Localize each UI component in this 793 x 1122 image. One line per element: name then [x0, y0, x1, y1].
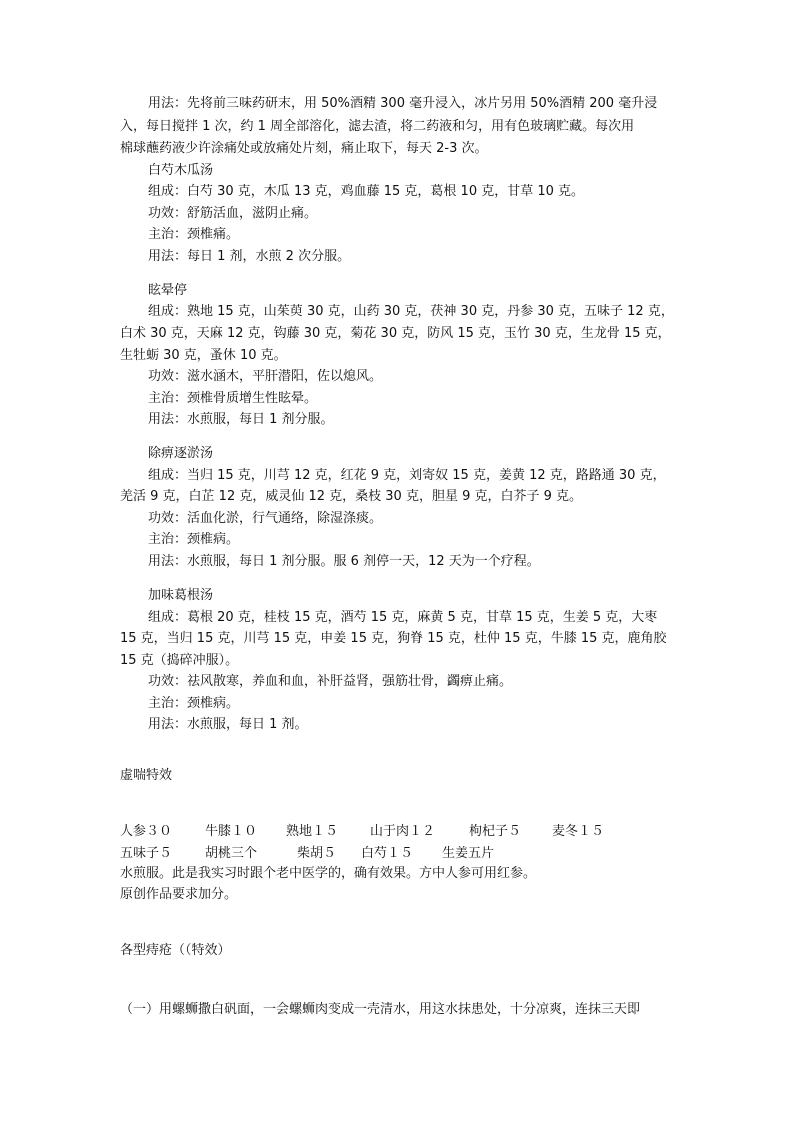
herb-item: 山于肉１２	[370, 824, 436, 839]
section-heading: 各型痔疮（（特效）	[120, 943, 231, 958]
text-line: 用法：水煎服，每日 1 剂。	[148, 717, 308, 732]
text-line: 功效：活血化淤，行气通络，除湿涤痰。	[148, 511, 383, 526]
herb-item: 牛膝１０	[205, 824, 258, 839]
herb-item: 枸杞子５	[469, 824, 522, 839]
text-line: 主治：颈椎痛。	[148, 227, 240, 242]
text-line: 组成：葛根 20 克，桂枝 15 克，酒芍 15 克，麻黄 5 克，甘草 15 克，生姜 5 克，大枣	[148, 610, 658, 625]
text-line: 入，每日搅拌 1 次，约 1 周全部溶化，滤去渣，将二药液和匀，用有色玻璃贮藏。每次用	[120, 119, 635, 134]
text-line: 功效：滋水涵木，平肝潜阳，佐以熄风。	[148, 369, 383, 384]
text-line: 15 克（捣碎冲服）。	[120, 653, 239, 668]
section-heading: 除痹逐淤汤	[148, 446, 214, 461]
section-heading: 眩晕停	[148, 283, 188, 298]
herb-item: 柴胡５	[297, 846, 337, 861]
text-line: 白术 30 克，天麻 12 克，钩藤 30 克，菊花 30 克，防风 15 克，玉竹 30 克，生龙骨 15 克，	[120, 326, 671, 341]
herb-item: 熟地１５	[286, 824, 339, 839]
text-line: （一）用螺蛳撒白矾面，一会螺蛳肉变成一壳清水，用这水抹患处，十分凉爽，连抹三天即	[120, 1002, 641, 1017]
text-line: 15 克，当归 15 克，川芎 15 克，申姜 15 克，狗脊 15 克，杜仲 15 克，牛膝 15 克，鹿角胶	[120, 631, 667, 646]
section-heading: 加味葛根汤	[148, 588, 214, 603]
text-line: 组成：当归 15 克，川芎 12 克，红花 9 克，刘寄奴 15 克，姜黄 12 克，路路通 30 克，	[148, 468, 666, 483]
herb-item: 胡桃三个	[205, 846, 258, 861]
herb-item: 麦冬１５	[552, 824, 605, 839]
text-line: 水煎服。此是我实习时跟个老中医学的，确有效果。方中人参可用红参。	[120, 866, 537, 881]
text-line: 用法：水煎服，每日 1 剂分服。	[148, 412, 334, 427]
text-line: 用法：先将前三味药研末，用 50%酒精 300 毫升浸入，冰片另用 50%酒精 200 毫升浸	[148, 96, 658, 111]
text-line: 组成：熟地 15 克，山茱萸 30 克，山药 30 克，茯神 30 克，丹参 30 克，五味子 12 克，	[148, 304, 674, 319]
text-line: 功效：祛风散寒，养血和血，补肝益肾，强筋壮骨，蠲痹止痛。	[148, 674, 513, 689]
section-heading: 虚喘特效	[120, 768, 173, 783]
text-line: 组成：白芍 30 克，木瓜 13 克，鸡血藤 15 克，葛根 10 克，甘草 10 克。	[148, 184, 585, 199]
text-line: 主治：颈椎病。	[148, 532, 240, 547]
text-line: 棉球蘸药液少许涂痛处或放痛处片刻，痛止取下，每天 2-3 次。	[120, 141, 488, 156]
herb-item: 人参３０	[120, 824, 173, 839]
section-heading: 白芍木瓜汤	[148, 163, 214, 178]
text-line: 主治：颈椎病。	[148, 696, 240, 711]
text-line: 原创作品要求加分。	[120, 887, 238, 902]
text-line: 主治：颈椎骨质增生性眩晕。	[148, 391, 318, 406]
herb-item: 五味子５	[120, 846, 173, 861]
text-line: 生牡蛎 30 克，蚤休 10 克。	[120, 348, 287, 363]
text-line: 用法：每日 1 剂，水煎 2 次分服。	[148, 249, 351, 264]
text-line: 功效：舒筋活血，滋阴止痛。	[148, 206, 318, 221]
text-line: 用法：水煎服，每日 1 剂分服。服 6 剂停一天，12 天为一个疗程。	[148, 554, 540, 569]
text-line: 羌活 9 克，白芷 12 克，威灵仙 12 克，桑枝 30 克，胆星 9 克，白芥子 9 克。	[120, 489, 583, 504]
herb-item: 白芍１５	[361, 846, 414, 861]
herb-item: 生姜五片	[442, 846, 495, 861]
